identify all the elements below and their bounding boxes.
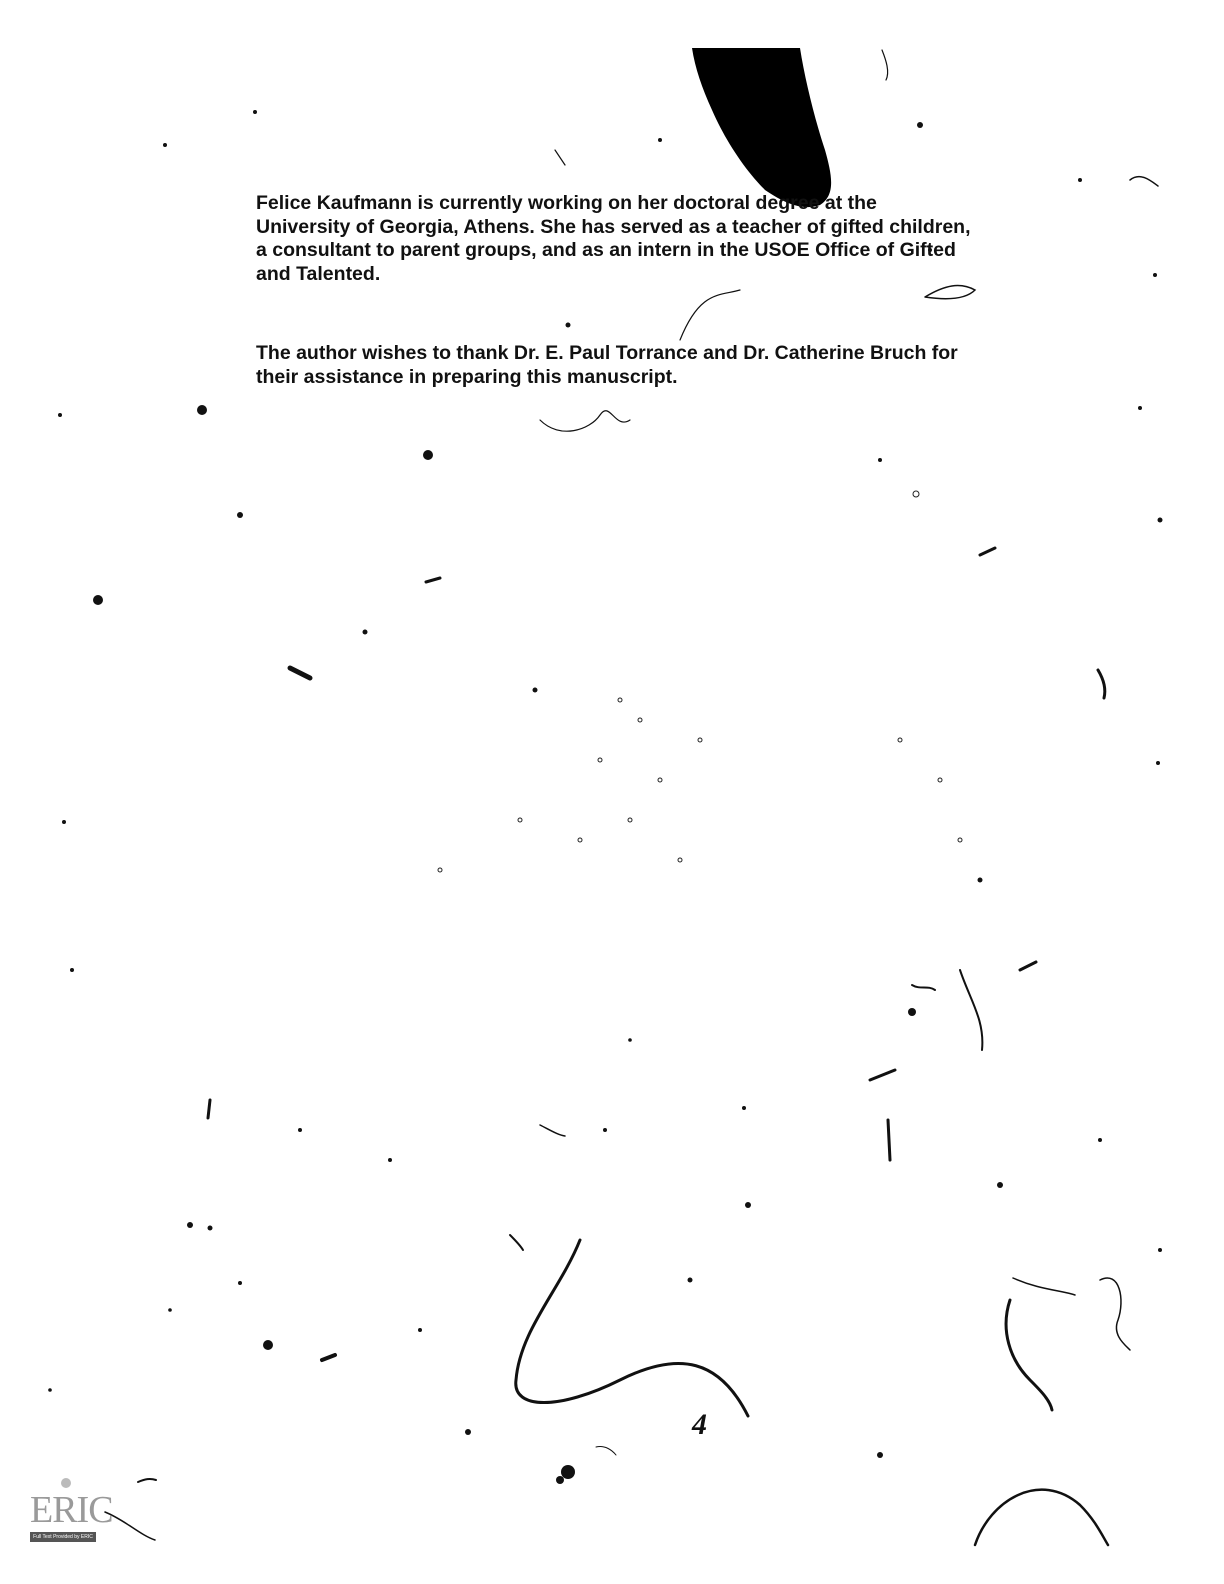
eric-logo-tagline: Full Text Provided by ERIC (30, 1532, 96, 1542)
acknowledgement-paragraph: The author wishes to thank Dr. E. Paul Torrance and Dr. Catherine Bruch for their assistance in preparing this manuscript. (256, 342, 958, 388)
eric-logo-text: ERIC (30, 1489, 113, 1531)
author-bio-paragraph: Felice Kaufmann is currently working on her doctoral degree at the University of Georgia, Athens. She has served as a teacher of gifted children, a consultant to parent groups, and as an intern in the USOE Office of Gifted and Talented. (256, 192, 971, 285)
ink-blot (692, 48, 831, 207)
page-number: 4 (692, 1408, 707, 1441)
